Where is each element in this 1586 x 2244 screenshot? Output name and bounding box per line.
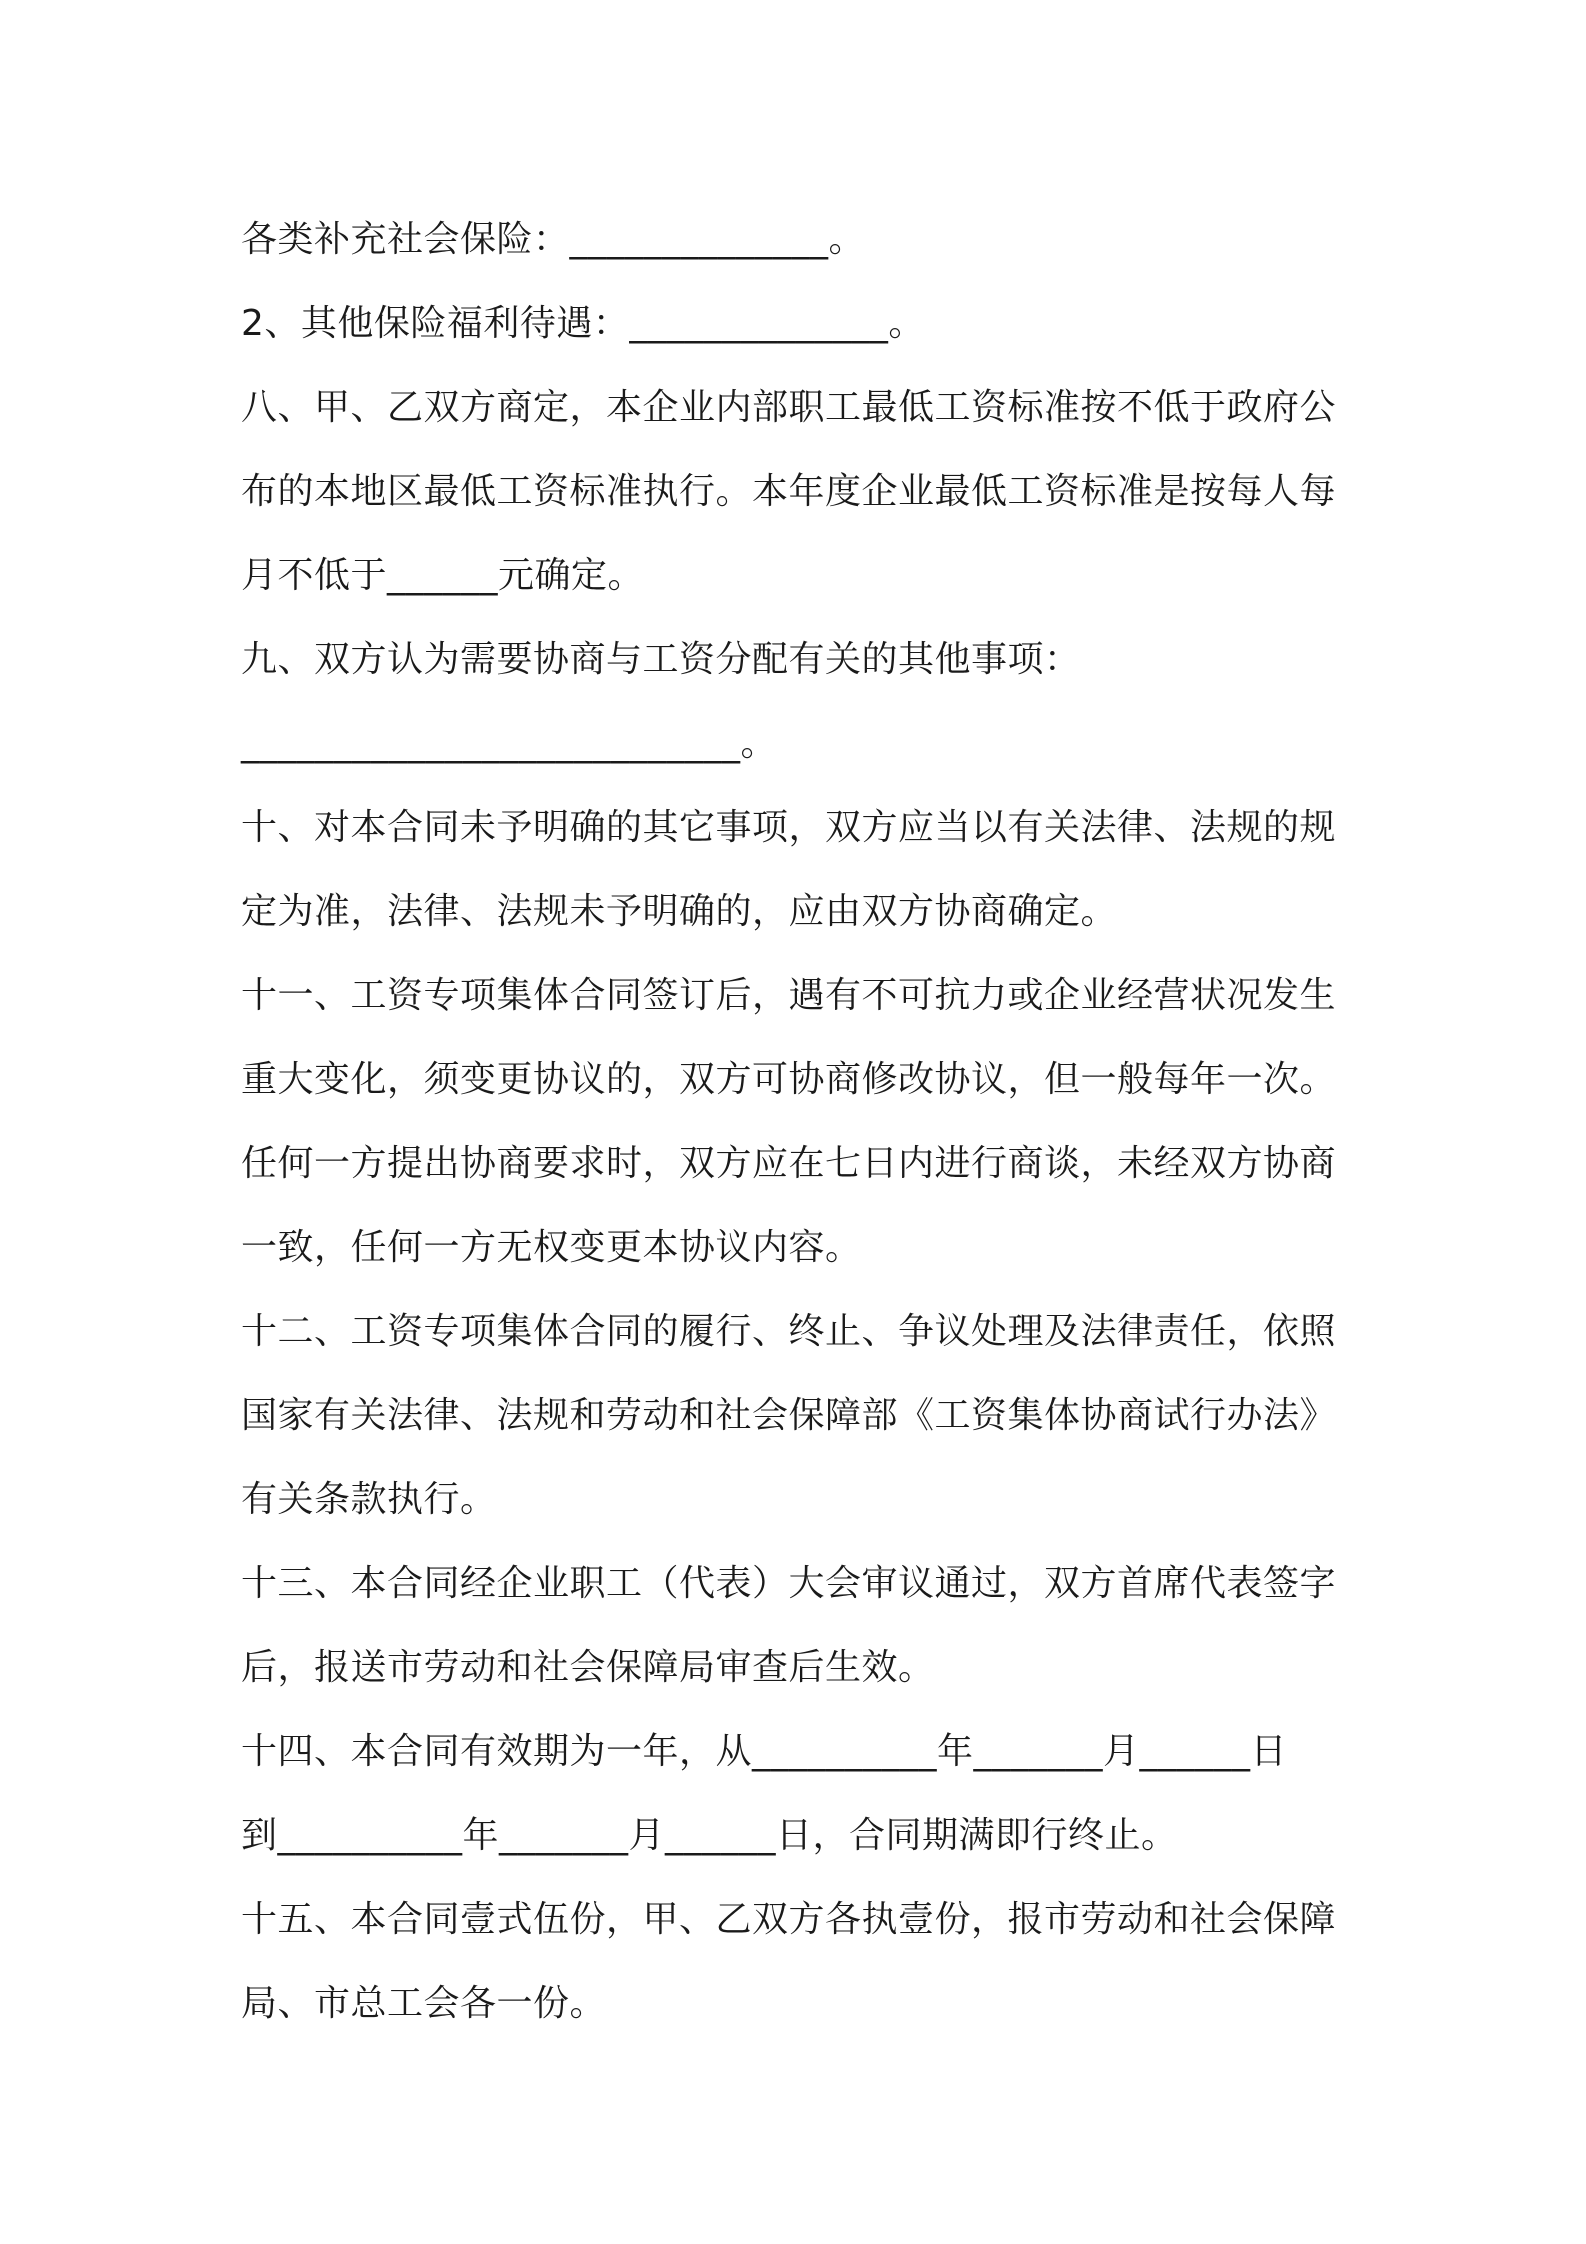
text-line-other-benefits: 2、其他保险福利待遇：______________。 bbox=[241, 303, 925, 344]
text-line-supplementary-insurance: 各类补充社会保险：______________。 bbox=[241, 219, 866, 260]
text-line-clause-8-c: 月不低于______元确定。 bbox=[241, 555, 645, 596]
text-line-clause-13-b: 后，报送市劳动和社会保障局审查后生效。 bbox=[241, 1647, 935, 1688]
text-line-clause-12-b: 国家有关法律、法规和劳动和社会保障部《工资集体协商试行办法》 bbox=[241, 1395, 1337, 1436]
text-line-clause-15-a: 十五、本合同壹式伍份，甲、乙双方各执壹份，报市劳动和社会保障 bbox=[241, 1899, 1337, 1940]
text-line-clause-11-d: 一致，任何一方无权变更本协议内容。 bbox=[241, 1227, 862, 1268]
text-line-clause-11-b: 重大变化，须变更协议的，双方可协商修改协议，但一般每年一次。 bbox=[241, 1059, 1337, 1100]
text-line-clause-8-a: 八、甲、乙双方商定，本企业内部职工最低工资标准按不低于政府公 bbox=[241, 387, 1337, 428]
text-line-clause-10-a: 十、对本合同未予明确的其它事项，双方应当以有关法律、法规的规 bbox=[241, 807, 1337, 848]
text-line-clause-14-b: 到__________年_______月______日，合同期满即行终止。 bbox=[241, 1815, 1178, 1856]
text-line-clause-9-a: 九、双方认为需要协商与工资分配有关的其他事项： bbox=[241, 639, 1081, 680]
text-line-clause-15-b: 局、市总工会各一份。 bbox=[241, 1983, 607, 2024]
document-body bbox=[241, 198, 1361, 2046]
text-line-clause-11-c: 任何一方提出协商要求时，双方应在七日内进行商谈，未经双方协商 bbox=[241, 1143, 1337, 1184]
text-line-clause-14-a: 十四、本合同有效期为一年，从__________年_______月______日 bbox=[241, 1731, 1288, 1772]
text-line-clause-10-b: 定为准，法律、法规未予明确的，应由双方协商确定。 bbox=[241, 891, 1118, 932]
text-line-clause-13-a: 十三、本合同经企业职工（代表）大会审议通过，双方首席代表签字 bbox=[241, 1563, 1337, 1604]
text-line-clause-8-b: 布的本地区最低工资标准执行。本年度企业最低工资标准是按每人每 bbox=[241, 471, 1337, 512]
text-line-clause-9-blank: ___________________________。 bbox=[241, 723, 777, 764]
text-line-clause-12-c: 有关条款执行。 bbox=[241, 1479, 497, 1520]
text-line-clause-12-a: 十二、工资专项集体合同的履行、终止、争议处理及法律责任，依照 bbox=[241, 1311, 1337, 1352]
text-line-clause-11-a: 十一、工资专项集体合同签订后，遇有不可抗力或企业经营状况发生 bbox=[241, 975, 1337, 1016]
